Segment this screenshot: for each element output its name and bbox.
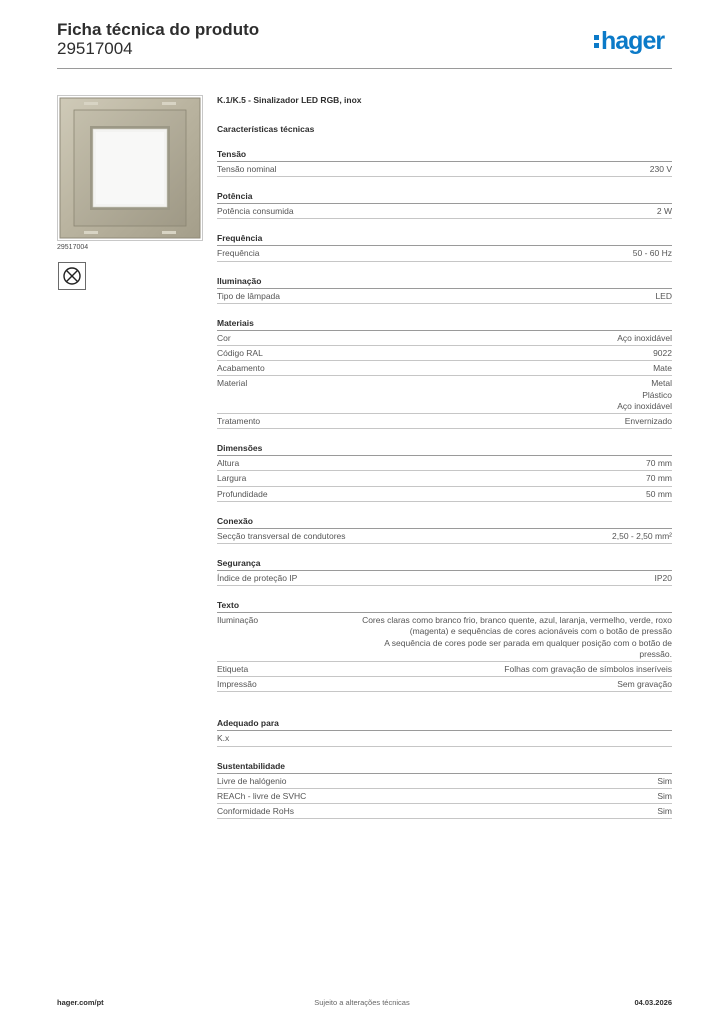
group-title: Segurança xyxy=(217,558,672,571)
spec-value xyxy=(297,573,672,584)
spec-group xyxy=(217,191,672,219)
logo-dots-icon xyxy=(594,32,600,50)
spec-value-line: Metal xyxy=(651,378,672,389)
spec-label: Impressão xyxy=(217,679,257,690)
spec-value: Sim xyxy=(657,806,672,817)
spec-group xyxy=(217,318,672,429)
spec-label: Etiqueta xyxy=(217,664,249,675)
switch-plate-icon xyxy=(58,96,202,240)
spec-value-line: LED xyxy=(655,290,672,301)
spec-row xyxy=(217,804,672,819)
spec-value-line: IP20 xyxy=(654,573,672,584)
spec-group xyxy=(217,600,672,692)
spec-value-line: Sem gravação xyxy=(617,679,672,690)
spec-value-line: 2,50 - 2,50 mm² xyxy=(612,530,672,541)
spec-value xyxy=(246,473,672,484)
spec-row xyxy=(217,613,672,662)
header-divider xyxy=(57,68,672,69)
spec-group-adequado xyxy=(217,718,672,746)
spec-row xyxy=(217,289,672,304)
spec-group-sustentabilidade xyxy=(217,761,672,820)
spec-value xyxy=(268,489,672,500)
product-image xyxy=(57,95,203,241)
spec-label: Profundidade xyxy=(217,488,268,499)
spec-value-line: Mate xyxy=(653,363,672,374)
group-title: Frequência xyxy=(217,233,672,246)
spec-groups xyxy=(217,149,672,692)
spec-row xyxy=(217,346,672,361)
spec-group xyxy=(217,443,672,502)
spec-label: Potência consumida xyxy=(217,206,294,217)
spec-value xyxy=(263,348,672,359)
spec-row xyxy=(217,376,672,414)
spec-group xyxy=(217,558,672,586)
hager-logo[interactable] xyxy=(594,26,664,56)
group-title: Adequado para xyxy=(217,718,672,731)
spec-row xyxy=(217,662,672,677)
image-caption-code: 29517004 xyxy=(57,244,89,251)
spec-label: Altura xyxy=(217,458,240,469)
group-title: Sustentabilidade xyxy=(217,761,672,774)
spec-row xyxy=(217,731,672,746)
spec-label: Tensão nominal xyxy=(217,164,277,174)
spec-label: Secção transversal de condutores xyxy=(217,530,346,541)
spec-value-line: 50 mm xyxy=(646,488,672,499)
spec-row xyxy=(217,677,672,692)
spec-value xyxy=(277,164,672,175)
spec-label: K.x xyxy=(217,733,230,744)
group-title: Materiais xyxy=(217,318,672,331)
spec-row xyxy=(217,246,672,261)
spec-row xyxy=(217,414,672,429)
spec-row xyxy=(217,789,672,804)
spec-group xyxy=(217,516,672,544)
spec-value-line: 230 V xyxy=(649,164,672,174)
spec-value xyxy=(257,679,672,690)
spec-group xyxy=(217,276,672,304)
spec-value-line: Plástico xyxy=(642,389,672,400)
spec-row xyxy=(217,471,672,486)
lamp-symbol-icon xyxy=(58,262,86,290)
spec-row xyxy=(217,529,672,544)
spec-value xyxy=(294,206,672,217)
spec-row xyxy=(217,571,672,586)
spec-label: Frequência xyxy=(217,248,260,259)
product-name: K.1/K.5 - Sinalizador LED RGB, inox xyxy=(217,95,362,105)
spec-row xyxy=(217,331,672,346)
logo-text: hager xyxy=(601,27,665,55)
spec-value xyxy=(280,291,672,302)
spec-value-line: 50 - 60 Hz xyxy=(632,248,672,259)
spec-label: Cor xyxy=(217,332,231,343)
spec-value-line: 70 mm xyxy=(646,458,672,469)
spec-label: REACh - livre de SVHC xyxy=(217,790,307,801)
group-title: Iluminação xyxy=(217,276,672,289)
group-title: Conexão xyxy=(217,516,672,529)
spec-value-line: A sequência de cores pode ser parada em qualquer posição com o botão de pressão. xyxy=(384,637,672,659)
spec-label: Iluminação xyxy=(217,615,259,626)
spec-value-line: 9022 xyxy=(653,348,672,359)
spec-value xyxy=(265,363,672,374)
spec-row xyxy=(217,162,672,177)
group-title: Potência xyxy=(217,191,672,204)
spec-row xyxy=(217,487,672,502)
spec-group xyxy=(217,233,672,261)
spec-row xyxy=(217,204,672,219)
spec-value: Sim xyxy=(657,775,672,786)
footer-website-link[interactable]: hager.com/pt xyxy=(57,998,104,1007)
spec-value xyxy=(248,664,672,675)
spec-row xyxy=(217,774,672,789)
tech-section-title: Características técnicas xyxy=(217,124,315,134)
page-title: Ficha técnica do produto xyxy=(57,20,260,39)
spec-value-line: 2 W xyxy=(656,206,672,217)
spec-row xyxy=(217,361,672,376)
spec-label: Tipo de lâmpada xyxy=(217,290,281,301)
spec-row xyxy=(217,456,672,471)
spec-value xyxy=(231,333,672,344)
spec-value-line: 70 mm xyxy=(646,473,672,484)
spec-value-line: Cores claras como branco frio, branco quente, azul, laranja, vermelho, verde, roxo (magenta) e sequências de cores acionáveis com o botão de pressão xyxy=(362,615,672,637)
spec-value-line: Folhas com gravação de símbolos inseríveis xyxy=(504,664,672,675)
footer-note: Sujeito a alterações técnicas xyxy=(314,998,410,1007)
spec-label: Conformidade RoHs xyxy=(217,806,295,817)
spec-value xyxy=(260,416,672,427)
spec-value xyxy=(346,531,672,542)
spec-value xyxy=(332,615,672,660)
footer-date: 04.03.2026 xyxy=(634,998,672,1007)
spec-value: Sim xyxy=(657,790,672,801)
spec-label: Material xyxy=(217,378,248,389)
spec-content xyxy=(217,94,672,819)
spec-value-line: Aço inoxidável xyxy=(617,400,672,411)
spec-value xyxy=(239,458,672,469)
spec-value-line: Aço inoxidável xyxy=(617,332,672,343)
spec-label: Índice de proteção IP xyxy=(217,573,298,584)
spec-value xyxy=(247,378,672,412)
spec-value-line: Envernizado xyxy=(624,416,672,427)
spec-label: Largura xyxy=(217,473,247,484)
group-title: Dimensões xyxy=(217,443,672,456)
spec-label: Código RAL xyxy=(217,348,263,359)
spec-label: Tratamento xyxy=(217,416,261,427)
spec-label: Acabamento xyxy=(217,363,265,374)
product-code: 29517004 xyxy=(57,39,133,58)
spec-value xyxy=(260,248,672,259)
spec-group xyxy=(217,149,672,177)
group-title: Texto xyxy=(217,600,672,613)
spec-label: Livre de halógenio xyxy=(217,775,287,786)
group-title: Tensão xyxy=(217,149,672,162)
